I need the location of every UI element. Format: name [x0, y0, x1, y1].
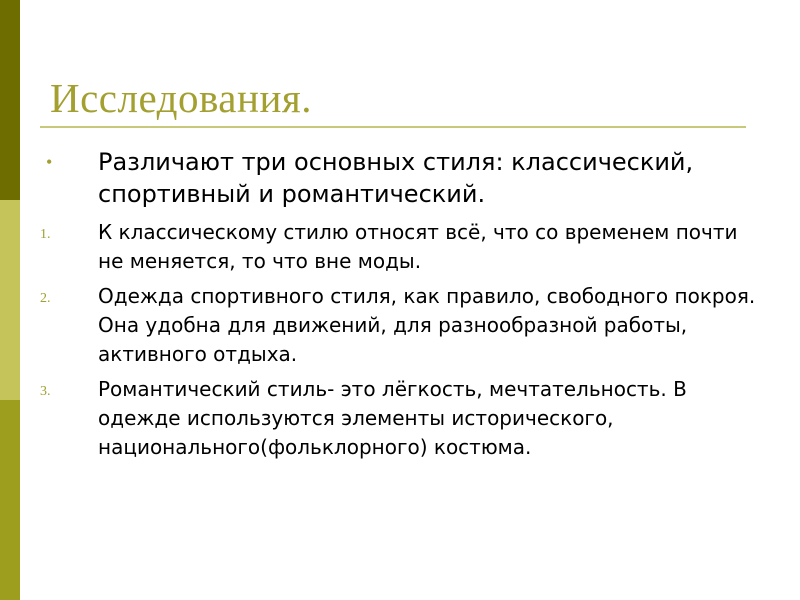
accent-bar-top	[0, 0, 20, 200]
number-marker: 1.	[40, 227, 51, 242]
title-divider	[40, 126, 746, 128]
numbered-item-text: К классическому стилю относят всё, что со временем почти не меняется, то что вне моды.	[98, 220, 738, 273]
slide-title: Исследования.	[50, 75, 312, 121]
accent-bar-bottom	[0, 400, 20, 600]
numbered-item-text: Одежда спортивного стиля, как правило, свободного покроя. Она удобна для движений, для разнообразной работы, активного отдыха.	[98, 284, 756, 366]
numbered-item-1	[40, 218, 760, 276]
slide-content	[40, 146, 760, 468]
numbered-item-2	[40, 282, 760, 369]
number-marker: 3.	[40, 384, 51, 399]
bullet-marker: •	[46, 152, 53, 172]
accent-bar-middle	[0, 200, 20, 400]
bullet-text: Различают три основных стиля: классический, спортивный и романтический.	[98, 148, 694, 208]
numbered-item-3	[40, 375, 760, 462]
bullet-item	[40, 146, 760, 210]
number-marker: 2.	[40, 291, 51, 306]
numbered-item-text: Романтический стиль- это лёгкость, мечтательность. В одежде используются элементы исторического, национального(фольклорного) костюма.	[98, 377, 687, 459]
left-accent-bar	[0, 0, 20, 600]
